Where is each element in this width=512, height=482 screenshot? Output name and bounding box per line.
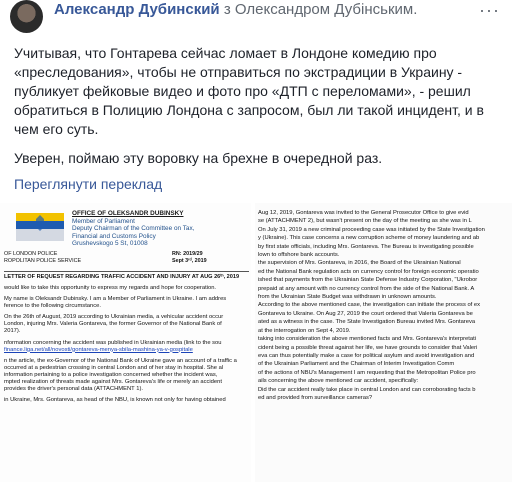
author-name-link[interactable]: Александр Дубинский [54,1,220,18]
meta-right: RN: 2019/29 [172,251,203,257]
document-line: On the 26th of August, 2019 according to Ukrainian media, a vehicular accident occur [4,314,224,321]
office-logo-icon [14,209,66,245]
document-line: Aug 12, 2019, Gontareva was invited to the General Prosecutor Office to give evid [258,210,469,216]
document-line: According to the above mentioned case, the investigation can initiate the process of ex [258,302,481,309]
document-line: of the actions of NBU's Management I am requesting that the Metropolitan Police pro [258,369,476,376]
document-line: ed the National Bank regulation acts on currency control for foreign economic operatio [258,268,479,275]
document-line: ed and provided from surveillance cameras? [258,394,373,401]
document-line: Did the car accident really take place in central London and can corroborating facts b [258,386,476,393]
see-translation-link[interactable]: Переглянути переклад [14,176,163,192]
author-line [54,1,417,18]
tagged-person-link[interactable]: Олександром Дубінським. [234,1,418,18]
document-line: taking into consideration the above mentioned facts and Mrs. Gontareva's interpretati [258,336,476,343]
document-image-right[interactable] [255,203,512,482]
meta-left: OF LONDON POLICE [4,251,58,257]
document-line: mpted realization of threats made against Mrs. Gontareva's life or merely an accident [4,379,222,386]
more-dots-icon[interactable]: ··· [479,0,500,20]
document-line: On July 31, 2019 a new criminal proceeding case was initiated by the State Investigation [258,226,485,233]
document-line: at the interrogation on Sept 4, 2019. [258,327,351,334]
document-line: from the Ukrainian State Budget was withdrawn in unknown amounts. [258,294,437,301]
meta-right: Sept 3ʳᵈ, 2019 [172,258,207,264]
document-line: ails concerning the above mentioned car accident, specifically: [258,378,419,385]
document-line: in Ukraine, Mrs. Gontareva, as head of the NBU, is known not only for having obtained [4,397,226,404]
document-line: provides the driver's personal data (ATTACHMENT 1). [4,386,143,393]
document-line: 2017). [4,328,21,335]
meta-row [0,251,251,258]
post-text [14,44,500,178]
author-avatar[interactable] [10,0,43,33]
document-line: My name is Oleksandr Dubinsky. I am a Member of Parliament in Ukraine. I am addres [4,296,227,303]
document-line: by first state officials, including Mrs. Gontareva. The Bureau is investigating possible [258,243,474,250]
document-line: prepaid at any amount with no currency control from the side of the National Bank. A [258,285,475,292]
document-line: ated as a witness in the case. The State Investigation Bureau invited Mrs. Gontareva [258,319,476,326]
document-line: would like to take this opportunity to express my regards and hope for cooperation. [4,285,217,291]
letter-body-continued [258,209,512,402]
post-header [10,0,502,34]
letter-body [4,285,249,404]
document-line: of the Ukrainian Parliament and the Chairman of Interim Investigation Comm [258,361,455,368]
document-line: cident being a possible threat against her life, we have grounds to consider that Valeri [258,344,478,351]
post-paragraph-2: Уверен, поймаю эту воровку на брехне в очередной раз. [14,150,383,166]
document-line: Gontareva to Ukraine. On Aug 27, 2019 the court ordered that Valeria Gontareva be [258,310,473,317]
office-line: Grushevskogo 5 St, 01008 [72,240,148,248]
document-image-left[interactable] [0,203,251,482]
document-line: se (ATTACHMENT 2), but wasn't present on the day of the meeting as she was in L [258,218,472,225]
document-line: lown to offshore bank accounts. [258,252,340,259]
office-title: OFFICE OF OLEKSANDR DUBINSKY [72,210,184,217]
document-line: information pertaining to a police investigation concerned whether the incident was, [4,371,218,378]
document-line[interactable]: finance.liga.net/all/novosti/gontareva-menya-sbila-mashina-ya-v-gospitale [4,346,193,353]
meta-left: ROPOLITAN POLICE SERVICE [4,258,82,264]
document-line: ference to the following circumstance. [4,303,101,310]
letter-title: LETTER OF REQUEST REGARDING TRAFFIC ACCIDENT AND INJURY AT AUG 26ᵗʰ, 2019 [4,271,249,280]
office-line: Deputy Chairman of the Committee on Tax, [72,225,195,233]
post-paragraph-1: Учитывая, что Гонтарева сейчас ломает в Лондоне комедию про «преследования», чтобы не отправиться по экстрадиции в Украину - публикует фейковые видео и фото про «ДТП с переломами», - решил обратиться в Полицию Лондона с запросом, был ли такой инцидент, и в чем его суть. [14,45,484,137]
office-line: Financial and Customs Policy [72,232,156,240]
document-line: nformation concerning the accident was published in Ukrainian media (link to the sou [4,339,222,346]
meta-row [0,258,251,265]
document-line: eva can thus potentially make a case for political asylum and avoid investigation and [258,352,475,359]
office-line: Member of Parliament [72,217,135,225]
document-line: n the article, the ex-Governor of the National Bank of Ukraine gave an account of a traffic a [4,357,237,364]
office-heading [72,210,194,248]
document-line: occurred at a pedestrian crossing in central London and of her stay in hospital. She al [4,364,224,371]
document-line: ished that payments from the Ukrainian State Defense Industry Corporation, "Ukrobor [258,277,478,284]
document-line: London, injuring Mrs. Valeria Gontareva, the former Governor of the National Bank of [4,321,222,328]
author-conjunction: з [223,1,231,18]
letter-meta [0,251,251,265]
document-line: y (Ukraine). This case concerns a new corruption scheme of money laundering and ab [258,235,480,242]
document-line: the supervision of Mrs. Gontareva, in 2016, the Board of the Ukrainian National [258,260,461,267]
